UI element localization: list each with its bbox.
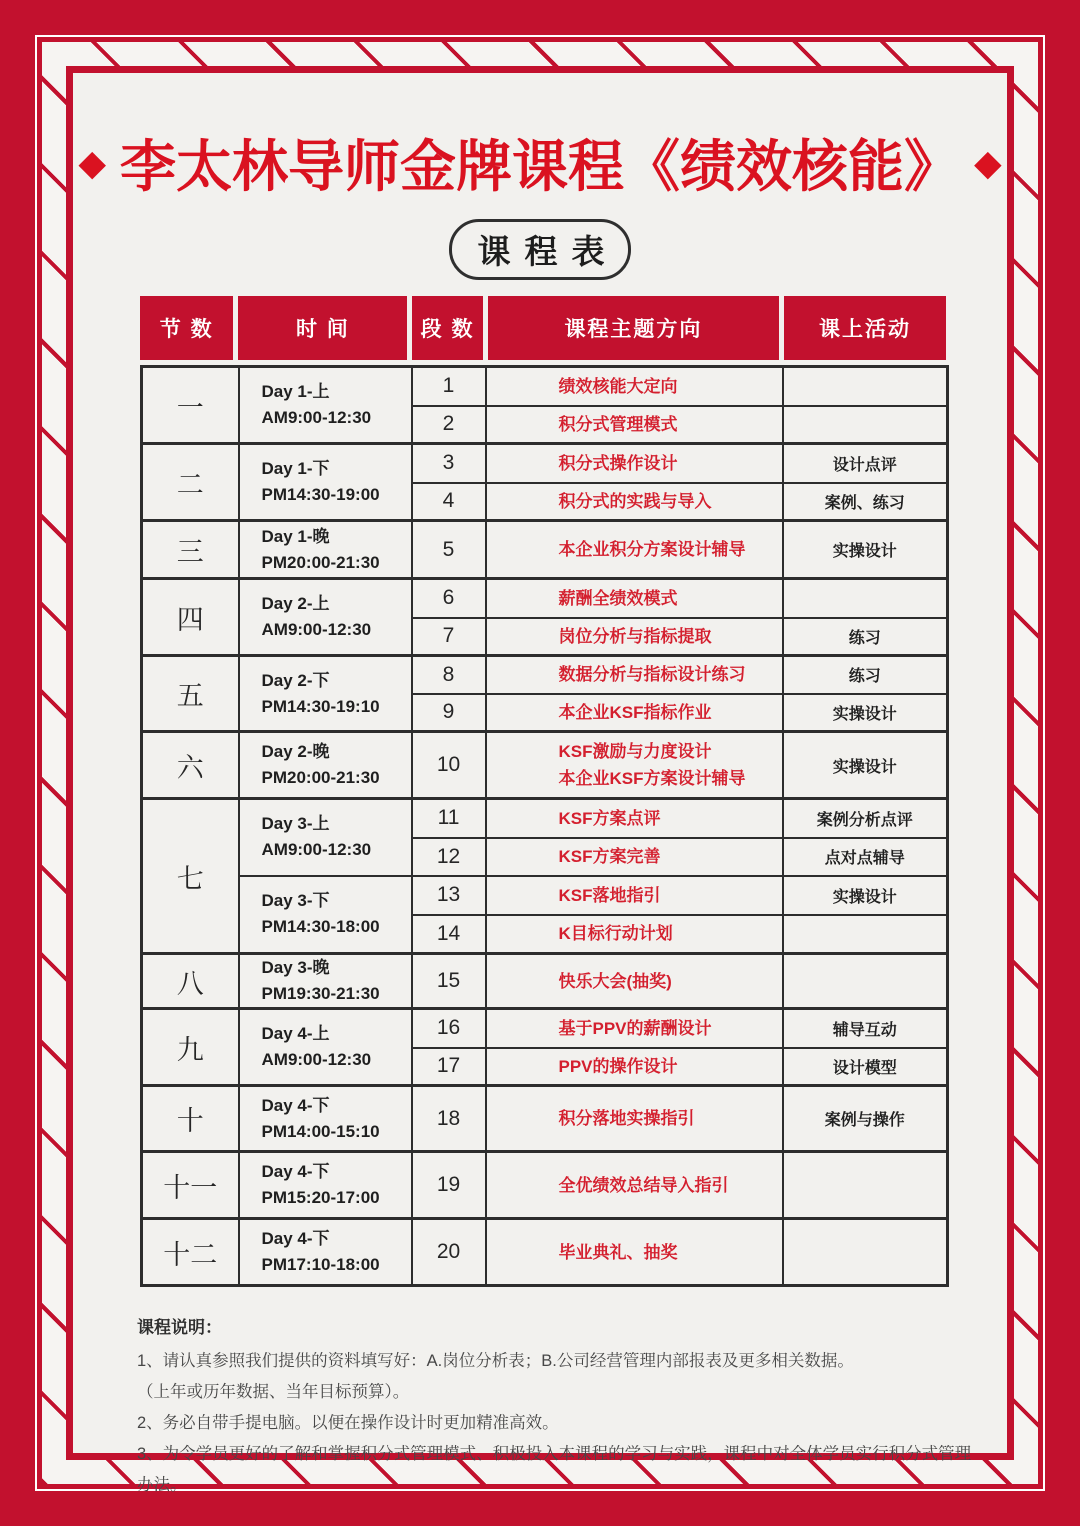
table-row bbox=[142, 1219, 948, 1286]
time-range: AM9:00-12:30 bbox=[261, 620, 372, 639]
time-cell bbox=[239, 954, 412, 1009]
activity-cell bbox=[783, 579, 948, 618]
section-cell: 八 bbox=[142, 954, 239, 1009]
time-cell bbox=[239, 521, 412, 579]
col-header-activity: 课上活动 bbox=[784, 296, 946, 360]
topic-cell: 岗位分析与指标提取 bbox=[486, 618, 783, 656]
activity-cell bbox=[783, 915, 948, 954]
topic-cell: KSF方案点评 bbox=[486, 799, 783, 838]
topic-cell: KSF方案完善 bbox=[486, 838, 783, 876]
note-line: 2、务必自带手提电脑。以便在操作设计时更加精准高效。 bbox=[137, 1414, 559, 1432]
time-range: PM14:30-18:00 bbox=[261, 917, 380, 937]
diamond-icon: ◆ bbox=[974, 142, 1002, 183]
topic-cell: 毕业典礼、抽奖 bbox=[486, 1219, 783, 1286]
time-cell bbox=[239, 656, 412, 732]
segment-number-cell: 6 bbox=[412, 579, 486, 618]
time-day: Day 4-下 bbox=[261, 1229, 330, 1248]
note-line: 3、为令学员更好的了解和掌握积分式管理模式、积极投入本课程的学习与实践，课程中对全体学员实行积分式管理办法。 bbox=[137, 1445, 972, 1494]
time-range: PM20:00-21:30 bbox=[261, 768, 380, 787]
time-range: AM9:00-12:30 bbox=[261, 1050, 372, 1069]
section-cell: 二 bbox=[142, 444, 239, 521]
activity-cell: 练习 bbox=[783, 618, 948, 656]
segment-number-cell: 7 bbox=[412, 618, 486, 656]
segment-number-cell: 14 bbox=[412, 915, 486, 954]
time-range: PM14:30-19:10 bbox=[261, 696, 380, 716]
topic-cell: 基于PPV的薪酬设计 bbox=[486, 1009, 783, 1048]
topic-cell: 绩效核能大定向 bbox=[486, 367, 783, 406]
segment-number-cell: 8 bbox=[412, 656, 486, 694]
segment-number-cell: 10 bbox=[412, 732, 486, 799]
time-cell bbox=[239, 799, 412, 876]
diamond-icon: ◆ bbox=[78, 142, 106, 183]
activity-cell: 案例、练习 bbox=[783, 483, 948, 521]
note-line: 1、请认真参照我们提供的资料填写好：A.岗位分析表；B.公司经营管理内部报表及更多相关数据。 bbox=[137, 1352, 854, 1370]
table-header-row bbox=[140, 296, 946, 360]
time-range: PM14:00-15:10 bbox=[261, 1121, 380, 1141]
table-row bbox=[142, 732, 948, 799]
section-cell: 十 bbox=[142, 1086, 239, 1152]
section-cell: 七 bbox=[142, 799, 239, 954]
time-cell bbox=[239, 1219, 412, 1286]
activity-cell bbox=[783, 954, 948, 1009]
time-day: Day 3-下 bbox=[261, 891, 330, 911]
time-day: Day 3-上 bbox=[261, 814, 330, 834]
activity-cell bbox=[783, 1219, 948, 1286]
time-day: Day 1-晚 bbox=[261, 526, 330, 546]
segment-number-cell: 4 bbox=[412, 483, 486, 521]
segment-number-cell: 1 bbox=[412, 367, 486, 406]
col-header-topic: 课程主题方向 bbox=[488, 296, 779, 360]
topic-cell: 积分式的实践与导入 bbox=[486, 483, 783, 521]
time-cell bbox=[239, 1009, 412, 1086]
activity-cell bbox=[783, 367, 948, 406]
table-row bbox=[142, 656, 948, 694]
segment-number-cell: 19 bbox=[412, 1152, 486, 1219]
time-day: Day 4-上 bbox=[261, 1024, 330, 1043]
course-notes bbox=[137, 1313, 987, 1501]
activity-cell: 案例与操作 bbox=[783, 1086, 948, 1152]
time-cell bbox=[239, 732, 412, 799]
topic-cell: 本企业KSF指标作业 bbox=[486, 694, 783, 732]
topic-cell: PPV的操作设计 bbox=[486, 1048, 783, 1086]
segment-number-cell: 20 bbox=[412, 1219, 486, 1286]
time-cell bbox=[239, 1086, 412, 1152]
topic-cell: K目标行动计划 bbox=[486, 915, 783, 954]
segment-number-cell: 13 bbox=[412, 876, 486, 915]
activity-cell: 案例分析点评 bbox=[783, 799, 948, 838]
time-range: PM14:30-19:00 bbox=[261, 485, 380, 504]
topic-cell: 积分式操作设计 bbox=[486, 444, 783, 483]
segment-number-cell: 16 bbox=[412, 1009, 486, 1048]
time-day: Day 2-晚 bbox=[261, 742, 330, 761]
section-cell: 十二 bbox=[142, 1219, 239, 1286]
activity-cell: 设计点评 bbox=[783, 444, 948, 483]
table-row bbox=[142, 1152, 948, 1219]
note-line: （上年或历年数据、当年目标预算）。 bbox=[137, 1383, 410, 1401]
table-row bbox=[142, 954, 948, 1009]
section-cell: 三 bbox=[142, 521, 239, 579]
time-range: AM9:00-12:30 bbox=[261, 840, 372, 860]
time-day: Day 1-下 bbox=[261, 459, 330, 478]
time-day: Day 4-下 bbox=[261, 1162, 330, 1181]
topic-cell: 全优绩效总结导入指引 bbox=[486, 1152, 783, 1219]
time-cell bbox=[239, 579, 412, 656]
col-header-time: 时 间 bbox=[238, 296, 407, 360]
topic-cell: 积分落地实操指引 bbox=[486, 1086, 783, 1152]
segment-number-cell: 15 bbox=[412, 954, 486, 1009]
segment-number-cell: 17 bbox=[412, 1048, 486, 1086]
segment-number-cell: 9 bbox=[412, 694, 486, 732]
segment-number-cell: 12 bbox=[412, 838, 486, 876]
topic-cell: 积分式管理模式 bbox=[486, 406, 783, 444]
section-cell: 六 bbox=[142, 732, 239, 799]
activity-cell: 设计模型 bbox=[783, 1048, 948, 1086]
poster-title-row bbox=[73, 123, 1007, 203]
table-row bbox=[142, 521, 948, 579]
time-day: Day 2-上 bbox=[261, 594, 330, 613]
topic-cell: 快乐大会(抽奖) bbox=[486, 954, 783, 1009]
segment-number-cell: 3 bbox=[412, 444, 486, 483]
table-row bbox=[142, 799, 948, 838]
table-body bbox=[140, 365, 949, 1287]
segment-number-cell: 5 bbox=[412, 521, 486, 579]
section-cell: 五 bbox=[142, 656, 239, 732]
time-cell bbox=[239, 1152, 412, 1219]
table-row bbox=[142, 367, 948, 406]
section-cell: 一 bbox=[142, 367, 239, 444]
time-range: AM9:00-12:30 bbox=[261, 408, 372, 427]
content-panel bbox=[66, 66, 1014, 1494]
section-cell: 十一 bbox=[142, 1152, 239, 1219]
time-range: PM19:30-21:30 bbox=[261, 984, 380, 1003]
segment-number-cell: 11 bbox=[412, 799, 486, 838]
table-row bbox=[142, 444, 948, 483]
section-cell: 四 bbox=[142, 579, 239, 656]
activity-cell: 辅导互动 bbox=[783, 1009, 948, 1048]
table-row bbox=[142, 876, 948, 915]
activity-cell: 实操设计 bbox=[783, 732, 948, 799]
table-row bbox=[142, 1009, 948, 1048]
time-cell bbox=[239, 367, 412, 444]
segment-number-cell: 2 bbox=[412, 406, 486, 444]
time-range: PM15:20-17:00 bbox=[261, 1188, 380, 1207]
schedule-badge: 课程表 bbox=[449, 219, 631, 280]
topic-cell: 数据分析与指标设计练习 bbox=[486, 656, 783, 694]
poster-title: 李太林导师金牌课程《绩效核能》 bbox=[120, 134, 960, 200]
topic-cell: KSF激励与力度设计 本企业KSF方案设计辅导 bbox=[486, 732, 783, 799]
schedule-table bbox=[140, 296, 946, 1287]
topic-cell: 薪酬全绩效模式 bbox=[486, 579, 783, 618]
topic-cell: 本企业积分方案设计辅导 bbox=[486, 521, 783, 579]
topic-cell: KSF落地指引 bbox=[486, 876, 783, 915]
activity-cell bbox=[783, 1152, 948, 1219]
activity-cell: 练习 bbox=[783, 656, 948, 694]
activity-cell: 实操设计 bbox=[783, 876, 948, 915]
segment-number-cell: 18 bbox=[412, 1086, 486, 1152]
activity-cell: 实操设计 bbox=[783, 694, 948, 732]
time-cell bbox=[239, 876, 412, 954]
time-day: Day 3-晚 bbox=[261, 958, 330, 977]
time-range: PM17:10-18:00 bbox=[261, 1255, 380, 1274]
col-header-segment: 段 数 bbox=[412, 296, 483, 360]
section-cell: 九 bbox=[142, 1009, 239, 1086]
time-day: Day 2-下 bbox=[261, 670, 330, 690]
activity-cell: 点对点辅导 bbox=[783, 838, 948, 876]
activity-cell bbox=[783, 406, 948, 444]
activity-cell: 实操设计 bbox=[783, 521, 948, 579]
time-cell bbox=[239, 444, 412, 521]
time-day: Day 1-上 bbox=[261, 382, 330, 401]
col-header-section: 节 数 bbox=[140, 296, 233, 360]
notes-heading: 课程说明： bbox=[137, 1318, 222, 1337]
table-row bbox=[142, 1086, 948, 1152]
time-day: Day 4-下 bbox=[261, 1095, 330, 1115]
time-range: PM20:00-21:30 bbox=[261, 552, 380, 572]
table-row bbox=[142, 579, 948, 618]
